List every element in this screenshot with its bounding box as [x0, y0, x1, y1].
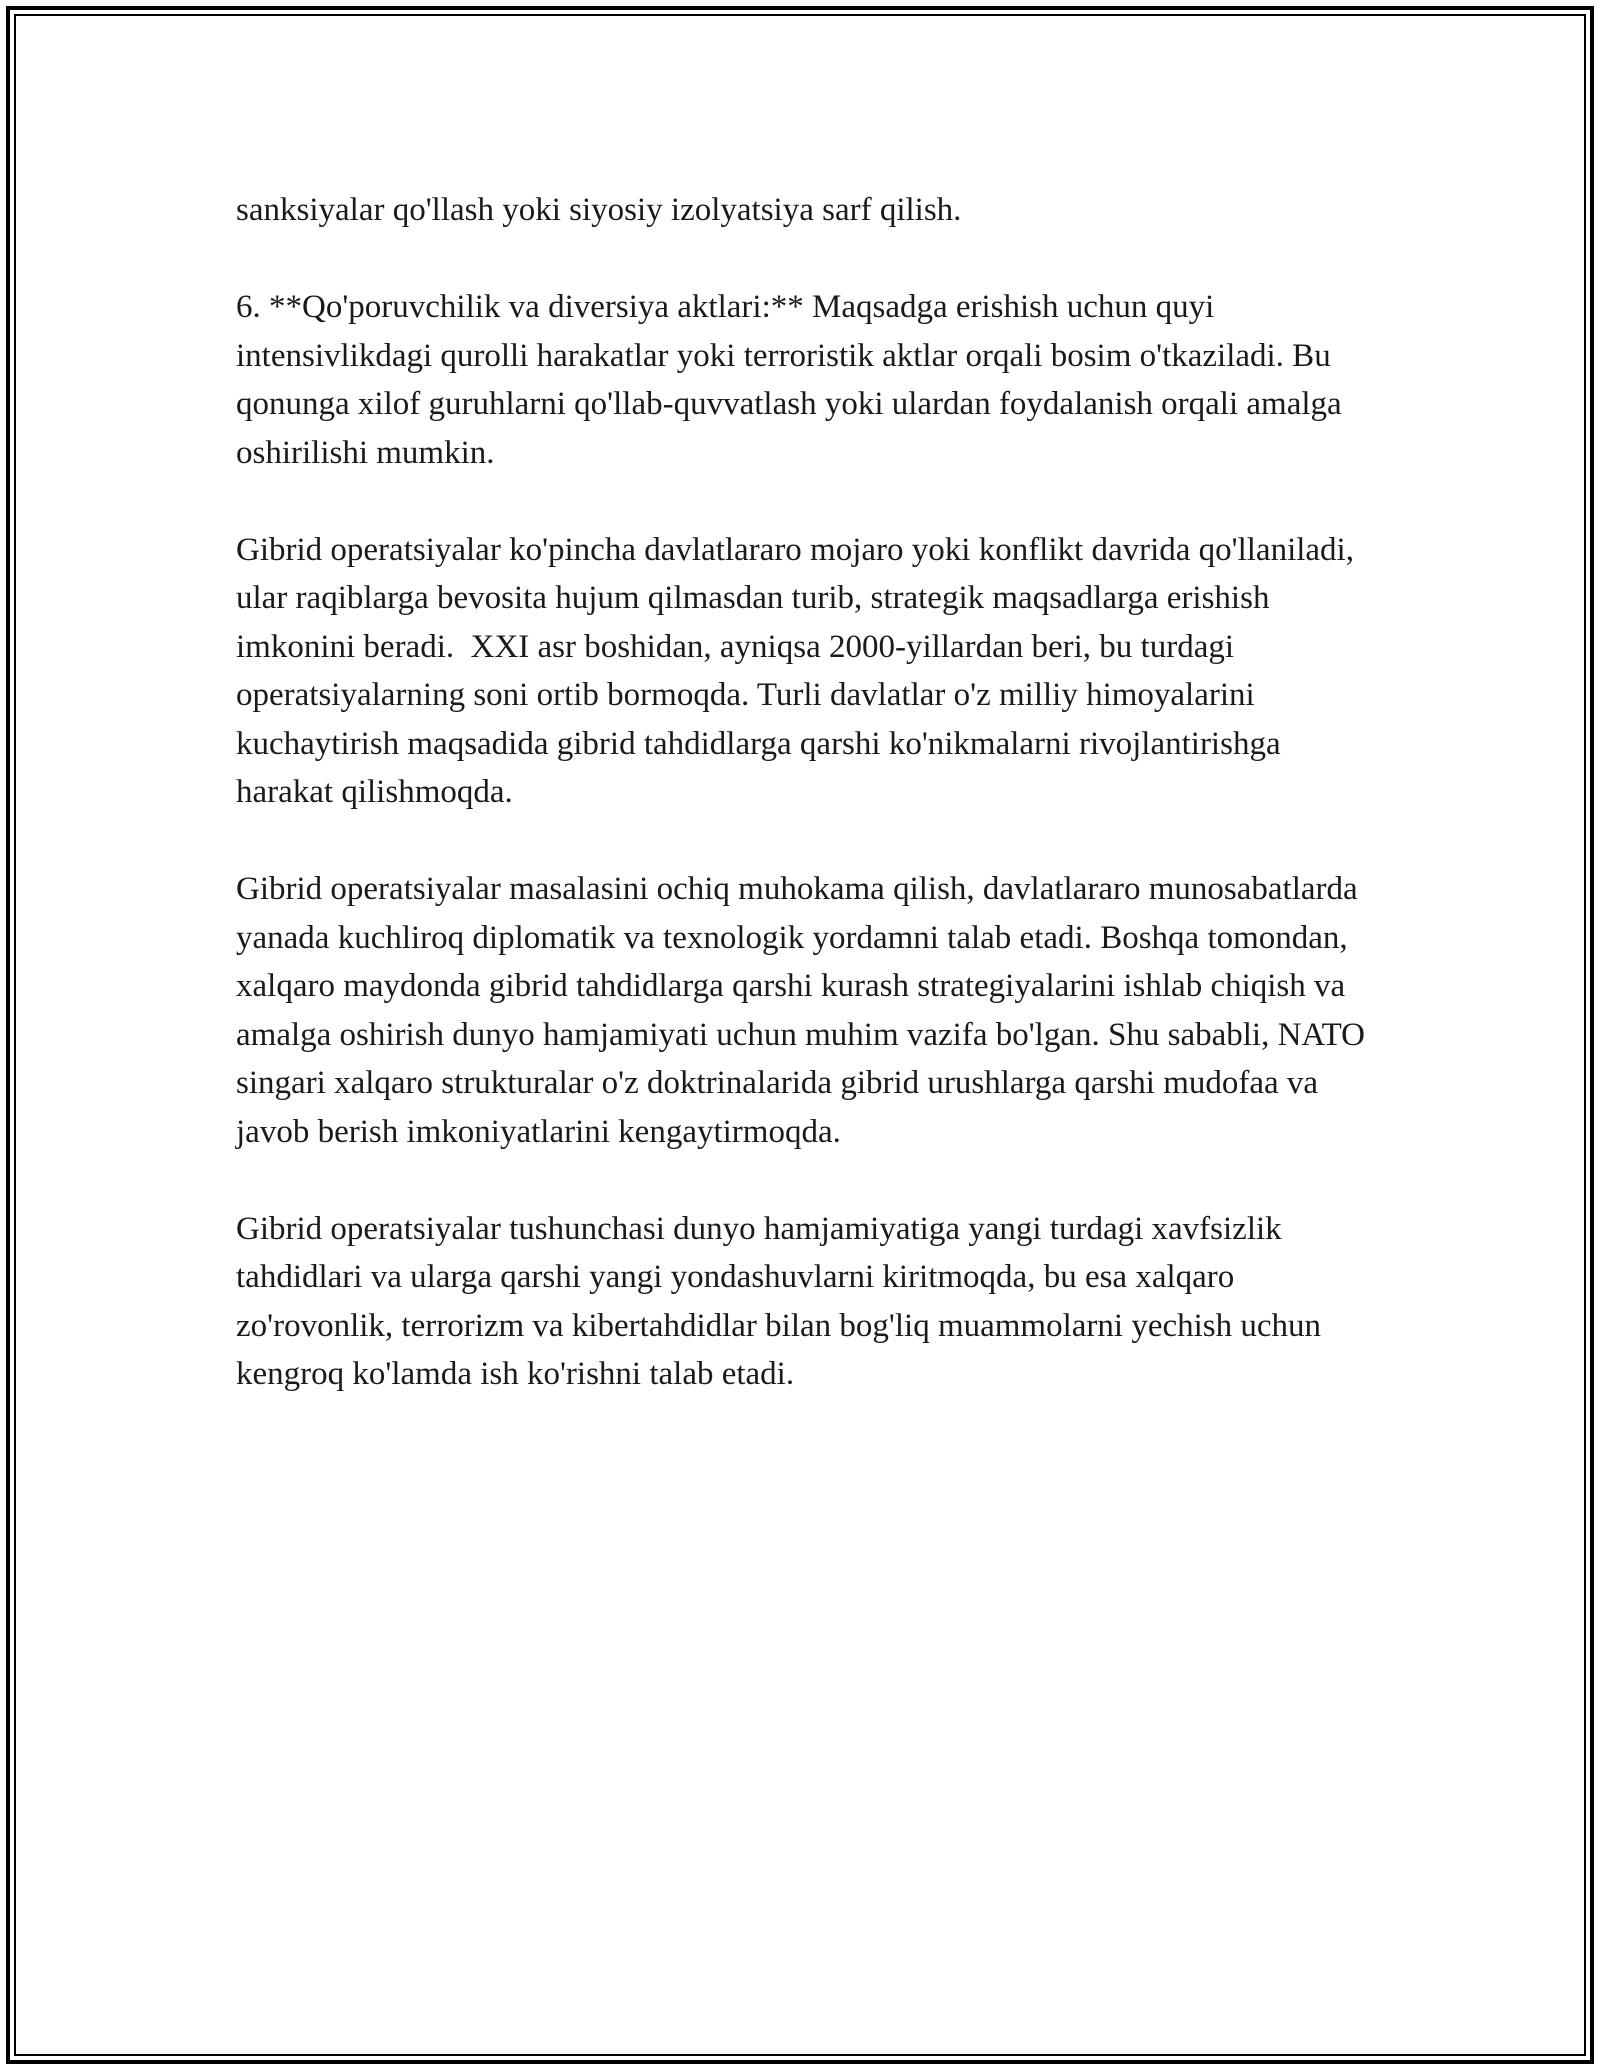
paragraph-continuation: sanksiyalar qo'llash yoki siyosiy izolyatsiya sarf qilish. [236, 192, 962, 228]
paragraph-hybrid-concept: Gibrid operatsiyalar tushunchasi dunyo hamjamiyatiga yangi turdagi xavfsizlik tahdidlari va ularga qarshi yangi yondashuvlarni kiritmoqda, bu esa xalqaro zo'rovonlik, terrorizm va kibertahdidlar bilan bog'liq muammolarni yechish uchun kengroq ko'lamda ish ko'rishni talab etadi. [236, 1210, 1330, 1392]
document-body [236, 186, 1374, 1399]
paragraph-item-6-sabotage: 6. **Qo'poruvchilik va diversiya aktlari:** Maqsadga erishish uchun quyi intensivlikdagi qurolli harakatlar yoki terroristik aktlar orqali bosim o'tkaziladi. Bu qonunga xilof guruhlarni qo'llab-quvvatlash yoki ulardan foydalanish orqali amalga oshirilishi mumkin. [236, 289, 1350, 471]
paragraph-hybrid-usage: Gibrid operatsiyalar ko'pincha davlatlararo mojaro yoki konflikt davrida qo'llaniladi, ular raqiblarga bevosita hujum qilmasdan turib, strategik maqsadlarga erishish imkonini beradi. XXI asr boshidan, ayniqsa 2000-yillardan beri, bu turdagi operatsiyalarning soni ortib bormoqda. Turli davlatlar o'z milliy himoyalarini kuchaytirish maqsadida gibrid tahdidlarga qarshi ko'nikmalarni rivojlantirishga harakat qilishmoqda. [236, 531, 1363, 810]
paragraph-hybrid-discussion: Gibrid operatsiyalar masalasini ochiq muhokama qilish, davlatlararo munosabatlarda yanada kuchliroq diplomatik va texnologik yordamni talab etadi. Boshqa tomondan, xalqaro maydonda gibrid tahdidlarga qarshi kurash strategiyalarini ishlab chiqish va amalga oshirish dunyo hamjamiyati uchun muhim vazifa bo'lgan. Shu sababli, NATO singari xalqaro strukturalar o'z doktrinalarida gibrid urushlarga qarshi mudofaa va javob berish imkoniyatlarini kengaytirmoqda. [236, 871, 1374, 1150]
